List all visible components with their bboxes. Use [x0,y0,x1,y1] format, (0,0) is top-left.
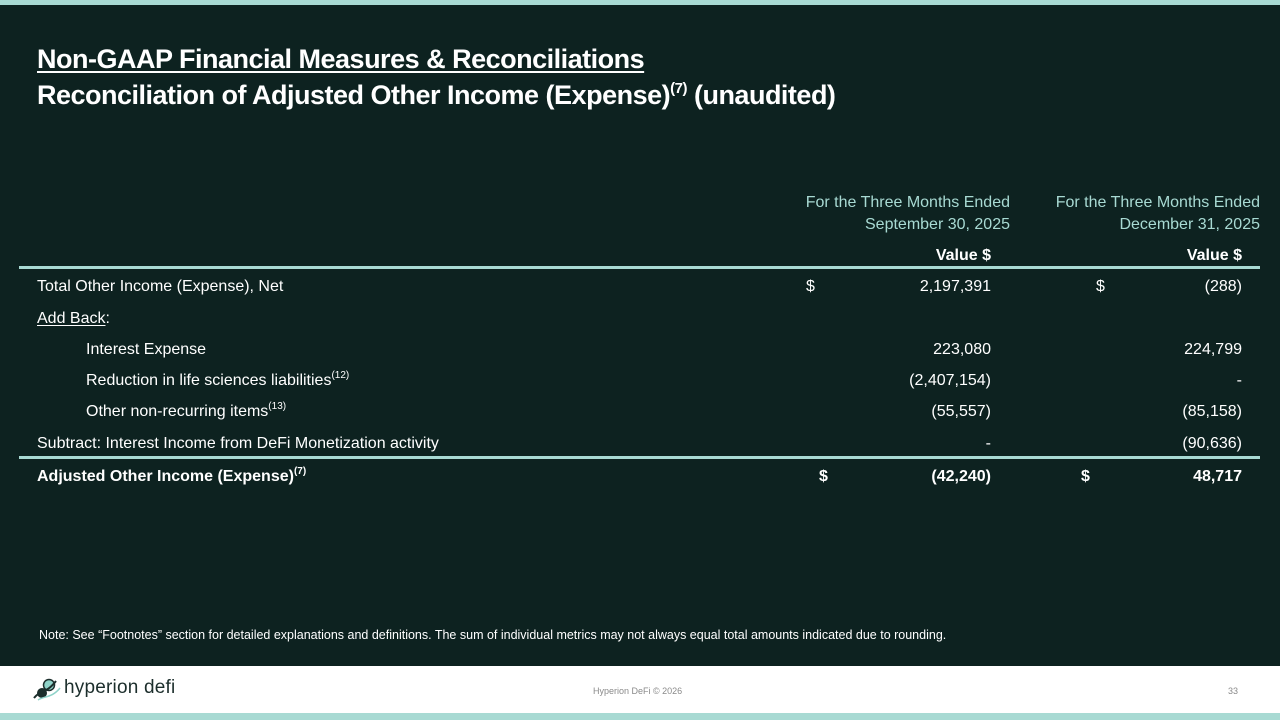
row-value-q3: 223,080 [933,341,991,358]
table-header-rule [19,266,1260,269]
slide-subtitle [37,80,835,111]
subtitle-suffix: (unaudited) [686,80,836,110]
column-header-q3 [806,192,1010,236]
value-header-q4: Value $ [1186,247,1242,264]
column-header-q3-line1: For the Three Months Ended [805,194,1010,211]
table-row-add-back [0,304,1280,335]
table-row-total-other-income [0,272,1280,303]
row-label: Interest Expense [86,341,207,358]
row-value-q4: (85,158) [1182,403,1242,420]
logo-wordmark: hyperion defi [64,677,176,698]
top-accent-bar [0,0,1280,5]
page-number: 33 [1227,686,1238,696]
row-label [37,468,306,486]
row-dollar-q3: $ [806,278,815,295]
table-row-interest-expense [0,335,1280,366]
table-row-life-sciences [0,366,1280,397]
row-label [86,372,349,390]
row-label-text: Adjusted Other Income (Expense) [37,468,294,485]
row-value-q3: 2,197,391 [919,278,991,295]
row-value-q4: (90,636) [1182,435,1242,452]
row-dollar-q4: $ [1096,278,1105,295]
row-value-q4: (288) [1204,278,1242,295]
column-header-q3-line2: September 30, 2025 [865,216,1010,233]
table-row-non-recurring [0,397,1280,428]
row-dollar-q4: $ [1081,468,1090,485]
row-value-q3: (2,407,154) [909,372,991,389]
table-total-rule [19,456,1260,459]
row-value-q3: (42,240) [931,468,991,485]
row-value-q3: (55,557) [931,403,991,420]
add-back-label: Add Back [37,310,106,327]
row-label [37,310,110,328]
row-value-q4: - [1236,372,1242,389]
row-footnote-ref: (13) [268,401,287,412]
row-label: Subtract: Interest Income from DeFi Monetization activity [37,435,439,452]
copyright-text: Hyperion DeFi © 2026 [593,686,683,696]
footnote-note: Note: See “Footnotes” section for detailed explanations and definitions. The sum of individual metrics may not always equal total amounts indicated due to rounding. [39,628,947,642]
column-header-q4-line2: December 31, 2025 [1119,216,1260,233]
row-footnote-ref: (12) [331,370,350,381]
table-row-adjusted-total [0,462,1280,493]
row-label-text: Other non-recurring items [86,403,269,420]
subtitle-footnote-ref: (7) [670,80,687,97]
column-header-q4-line1: For the Three Months Ended [1055,194,1260,211]
row-dollar-q3: $ [819,468,828,485]
row-value-q4: 48,717 [1193,468,1242,485]
subtitle-text: Reconciliation of Adjusted Other Income (Expense) [37,80,671,110]
add-back-colon: : [105,310,110,327]
column-header-q4 [1056,192,1260,236]
row-label [86,403,286,421]
row-label-text: Reduction in life sciences liabilities [86,372,332,389]
slide-title: Non-GAAP Financial Measures & Reconciliations [37,44,645,74]
bottom-accent-bar [0,713,1280,720]
row-label: Total Other Income (Expense), Net [37,278,284,295]
row-value-q4: 224,799 [1184,341,1242,358]
row-footnote-ref: (7) [293,466,307,477]
row-value-q3: - [985,435,991,452]
hyperion-logo-icon [32,676,62,702]
value-header-q3: Value $ [935,247,991,264]
